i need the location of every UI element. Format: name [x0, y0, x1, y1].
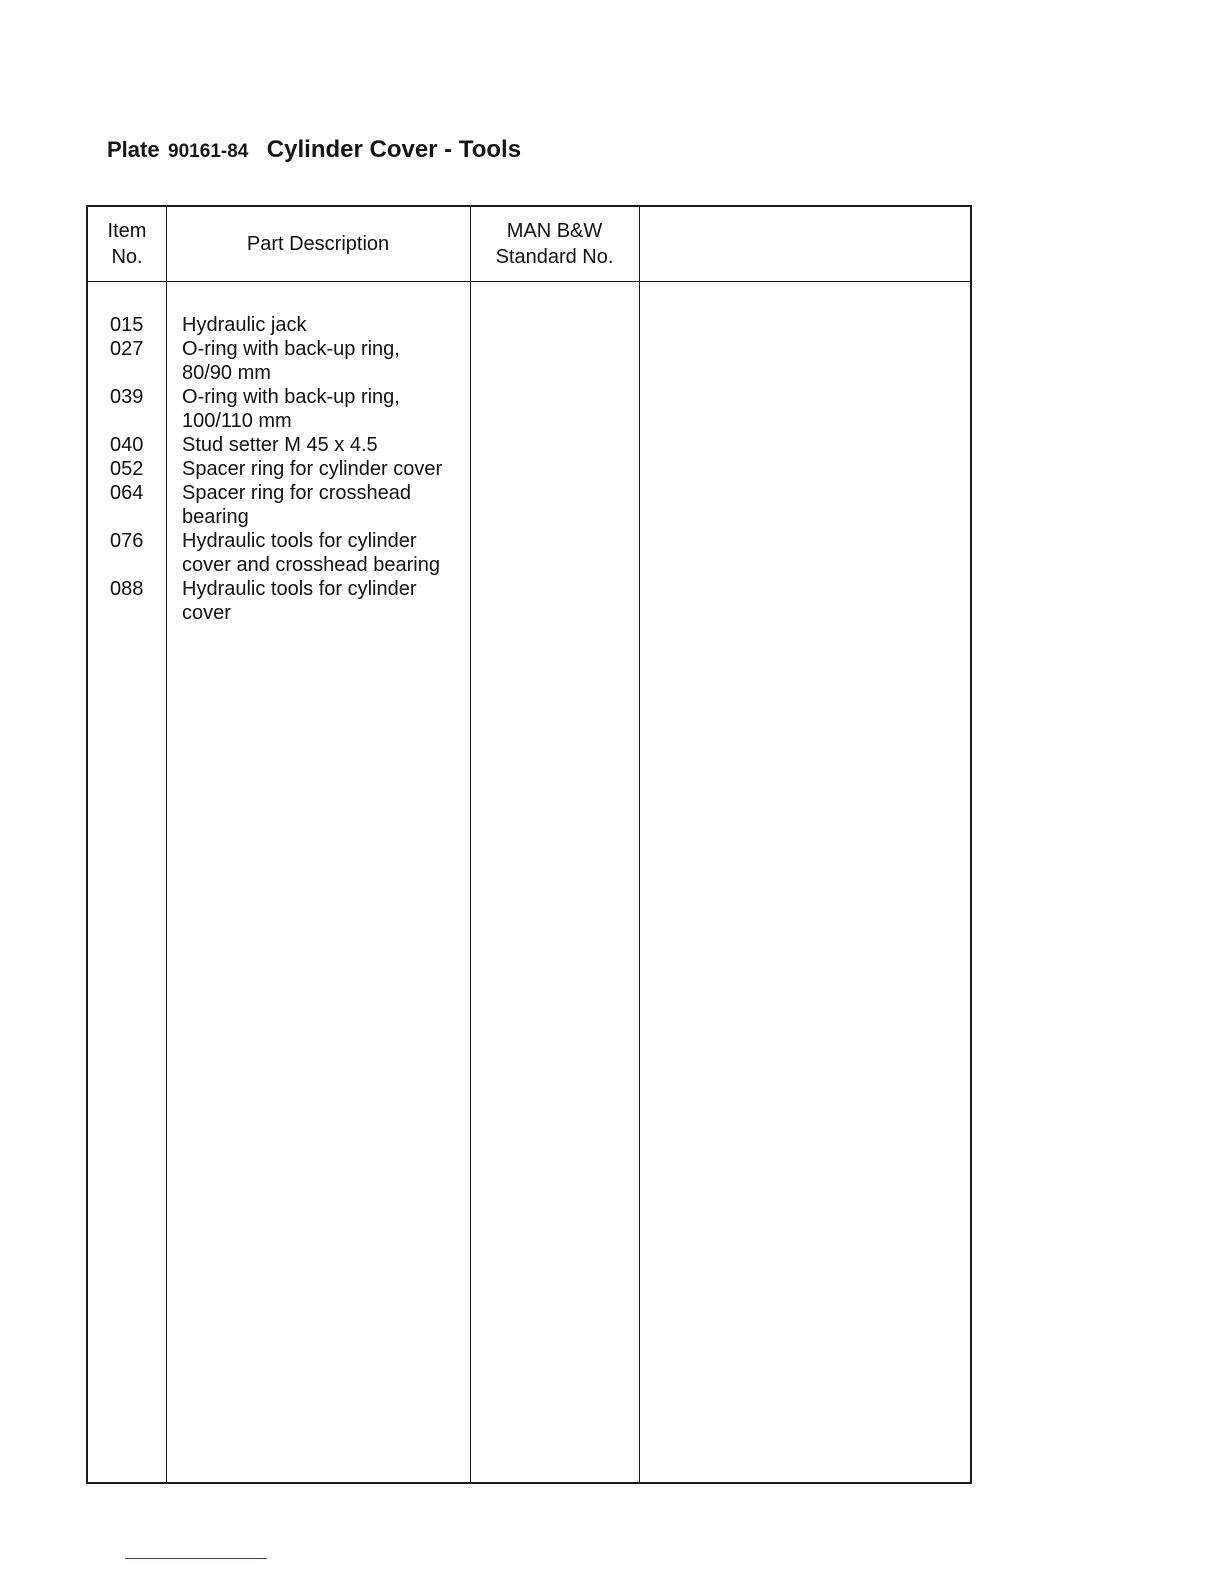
part-description: Hydraulic jack	[182, 314, 307, 336]
header-standard-line-1: MAN B&W	[506, 220, 603, 242]
part-description: O-ring with back-up ring, 80/90 mm	[182, 338, 400, 384]
item-number: 040	[110, 434, 144, 456]
header-standard-no	[470, 207, 639, 281]
item-number: 015	[110, 314, 144, 336]
header-standard-line-2: Standard No.	[495, 246, 614, 268]
part-description: Hydraulic tools for cylinder cover	[182, 578, 417, 624]
table-row	[88, 337, 970, 385]
item-number: 064	[110, 482, 144, 504]
header-part-description-label: Part Description	[246, 233, 390, 255]
plate-name: Cylinder Cover - Tools	[266, 136, 522, 163]
plate-label: Plate	[107, 137, 160, 162]
parts-table	[86, 205, 972, 1484]
plate-number: 90161-84	[168, 141, 249, 162]
table-row	[88, 313, 970, 337]
header-item-line-2: No.	[111, 246, 143, 268]
header-divider	[88, 281, 970, 282]
parts-list	[88, 313, 970, 625]
table-row	[88, 457, 970, 481]
item-number: 076	[110, 530, 144, 552]
item-number: 088	[110, 578, 144, 600]
part-description: Stud setter M 45 x 4.5	[182, 434, 378, 456]
part-description: O-ring with back-up ring, 100/110 mm	[182, 386, 400, 432]
item-number: 039	[110, 386, 144, 408]
table-row	[88, 577, 970, 625]
table-row	[88, 385, 970, 433]
part-description: Hydraulic tools for cylinder cover and crosshead bearing	[182, 530, 440, 576]
part-description: Spacer ring for cylinder cover	[182, 458, 443, 480]
header-blank	[639, 207, 970, 281]
item-number: 052	[110, 458, 144, 480]
item-number: 027	[110, 338, 144, 360]
table-row	[88, 481, 970, 529]
plate-title	[107, 136, 521, 164]
header-part-description	[166, 207, 470, 281]
footer-rule	[125, 1558, 267, 1559]
header-item-no	[88, 207, 166, 281]
table-row	[88, 529, 970, 577]
part-description: Spacer ring for crosshead bearing	[182, 482, 412, 528]
table-row	[88, 433, 970, 457]
header-item-line-1: Item	[107, 220, 147, 242]
